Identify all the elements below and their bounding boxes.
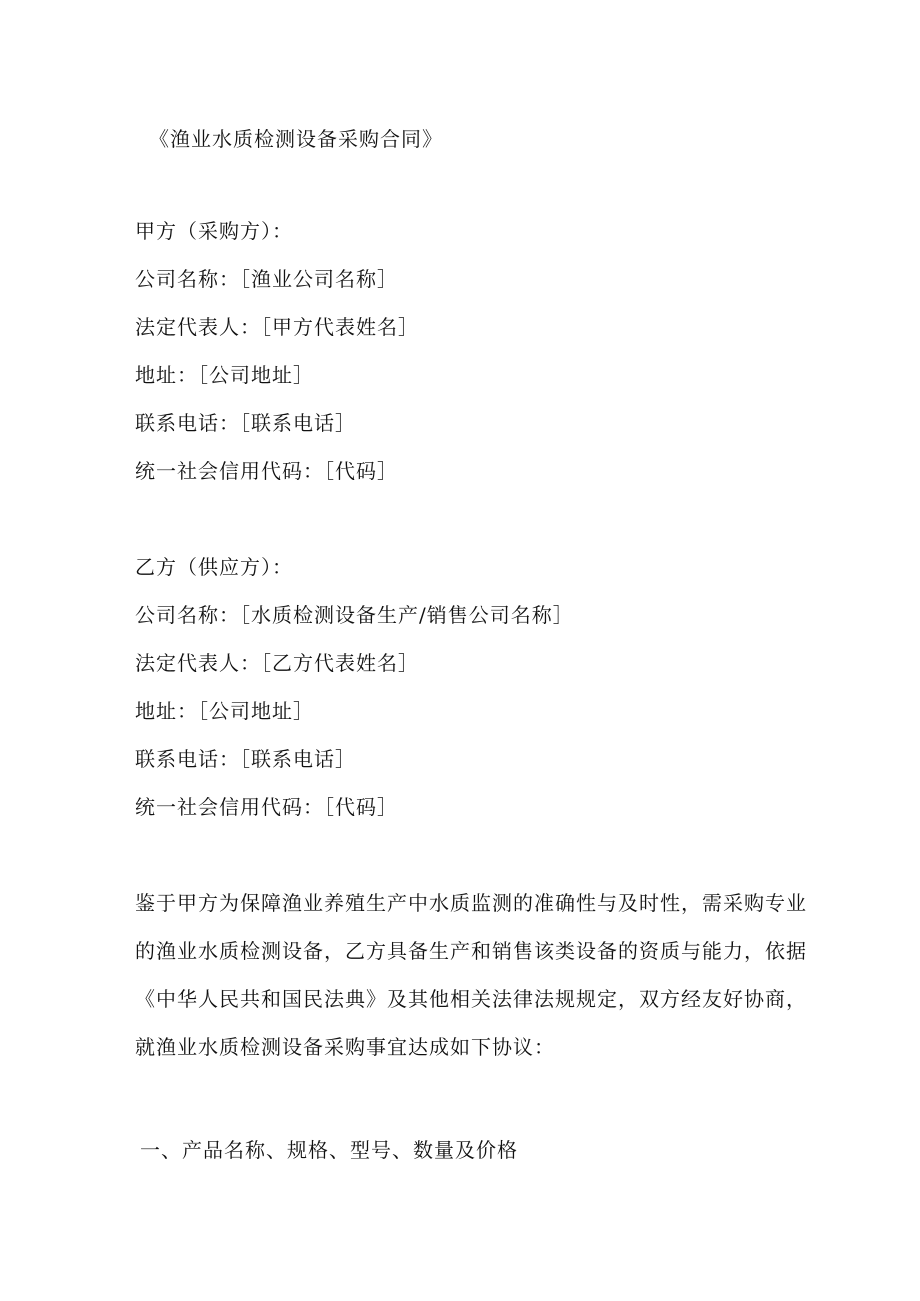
party-b-representative: 法定代表人：［乙方代表姓名］ <box>135 651 419 675</box>
party-b-phone: 联系电话：［联系电话］ <box>135 747 356 771</box>
section-1-heading: 一、产品名称、规格、型号、数量及价格 <box>140 1138 518 1162</box>
party-a-phone: 联系电话：［联系电话］ <box>135 411 356 435</box>
preamble-line: 就渔业水质检测设备采购事宜达成如下协议： <box>135 1035 555 1059</box>
party-b-credit-code: 统一社会信用代码：［代码］ <box>135 795 398 819</box>
party-a-company: 公司名称：［渔业公司名称］ <box>135 267 398 291</box>
party-a-representative: 法定代表人：［甲方代表姓名］ <box>135 315 419 339</box>
party-a-address: 地址：［公司地址］ <box>135 363 314 387</box>
party-a-heading: 甲方（采购方）： <box>135 219 293 243</box>
preamble-line: 鉴于甲方为保障渔业养殖生产中水质监测的准确性与及时性，需采购专业 <box>135 891 807 915</box>
preamble-paragraph <box>135 891 807 1083</box>
party-b-address: 地址：［公司地址］ <box>135 699 314 723</box>
party-a-credit-code: 统一社会信用代码：［代码］ <box>135 459 398 483</box>
party-b-heading: 乙方（供应方）： <box>135 555 293 579</box>
document-title: 《渔业水质检测设备采购合同》 <box>149 127 443 151</box>
preamble-line: 的渔业水质检测设备，乙方具备生产和销售该类设备的资质与能力，依据 <box>135 939 807 963</box>
preamble-line: 《中华人民共和国民法典》及其他相关法律法规规定，双方经友好协商， <box>135 987 807 1011</box>
party-b-company: 公司名称：［水质检测设备生产/销售公司名称］ <box>135 603 574 627</box>
